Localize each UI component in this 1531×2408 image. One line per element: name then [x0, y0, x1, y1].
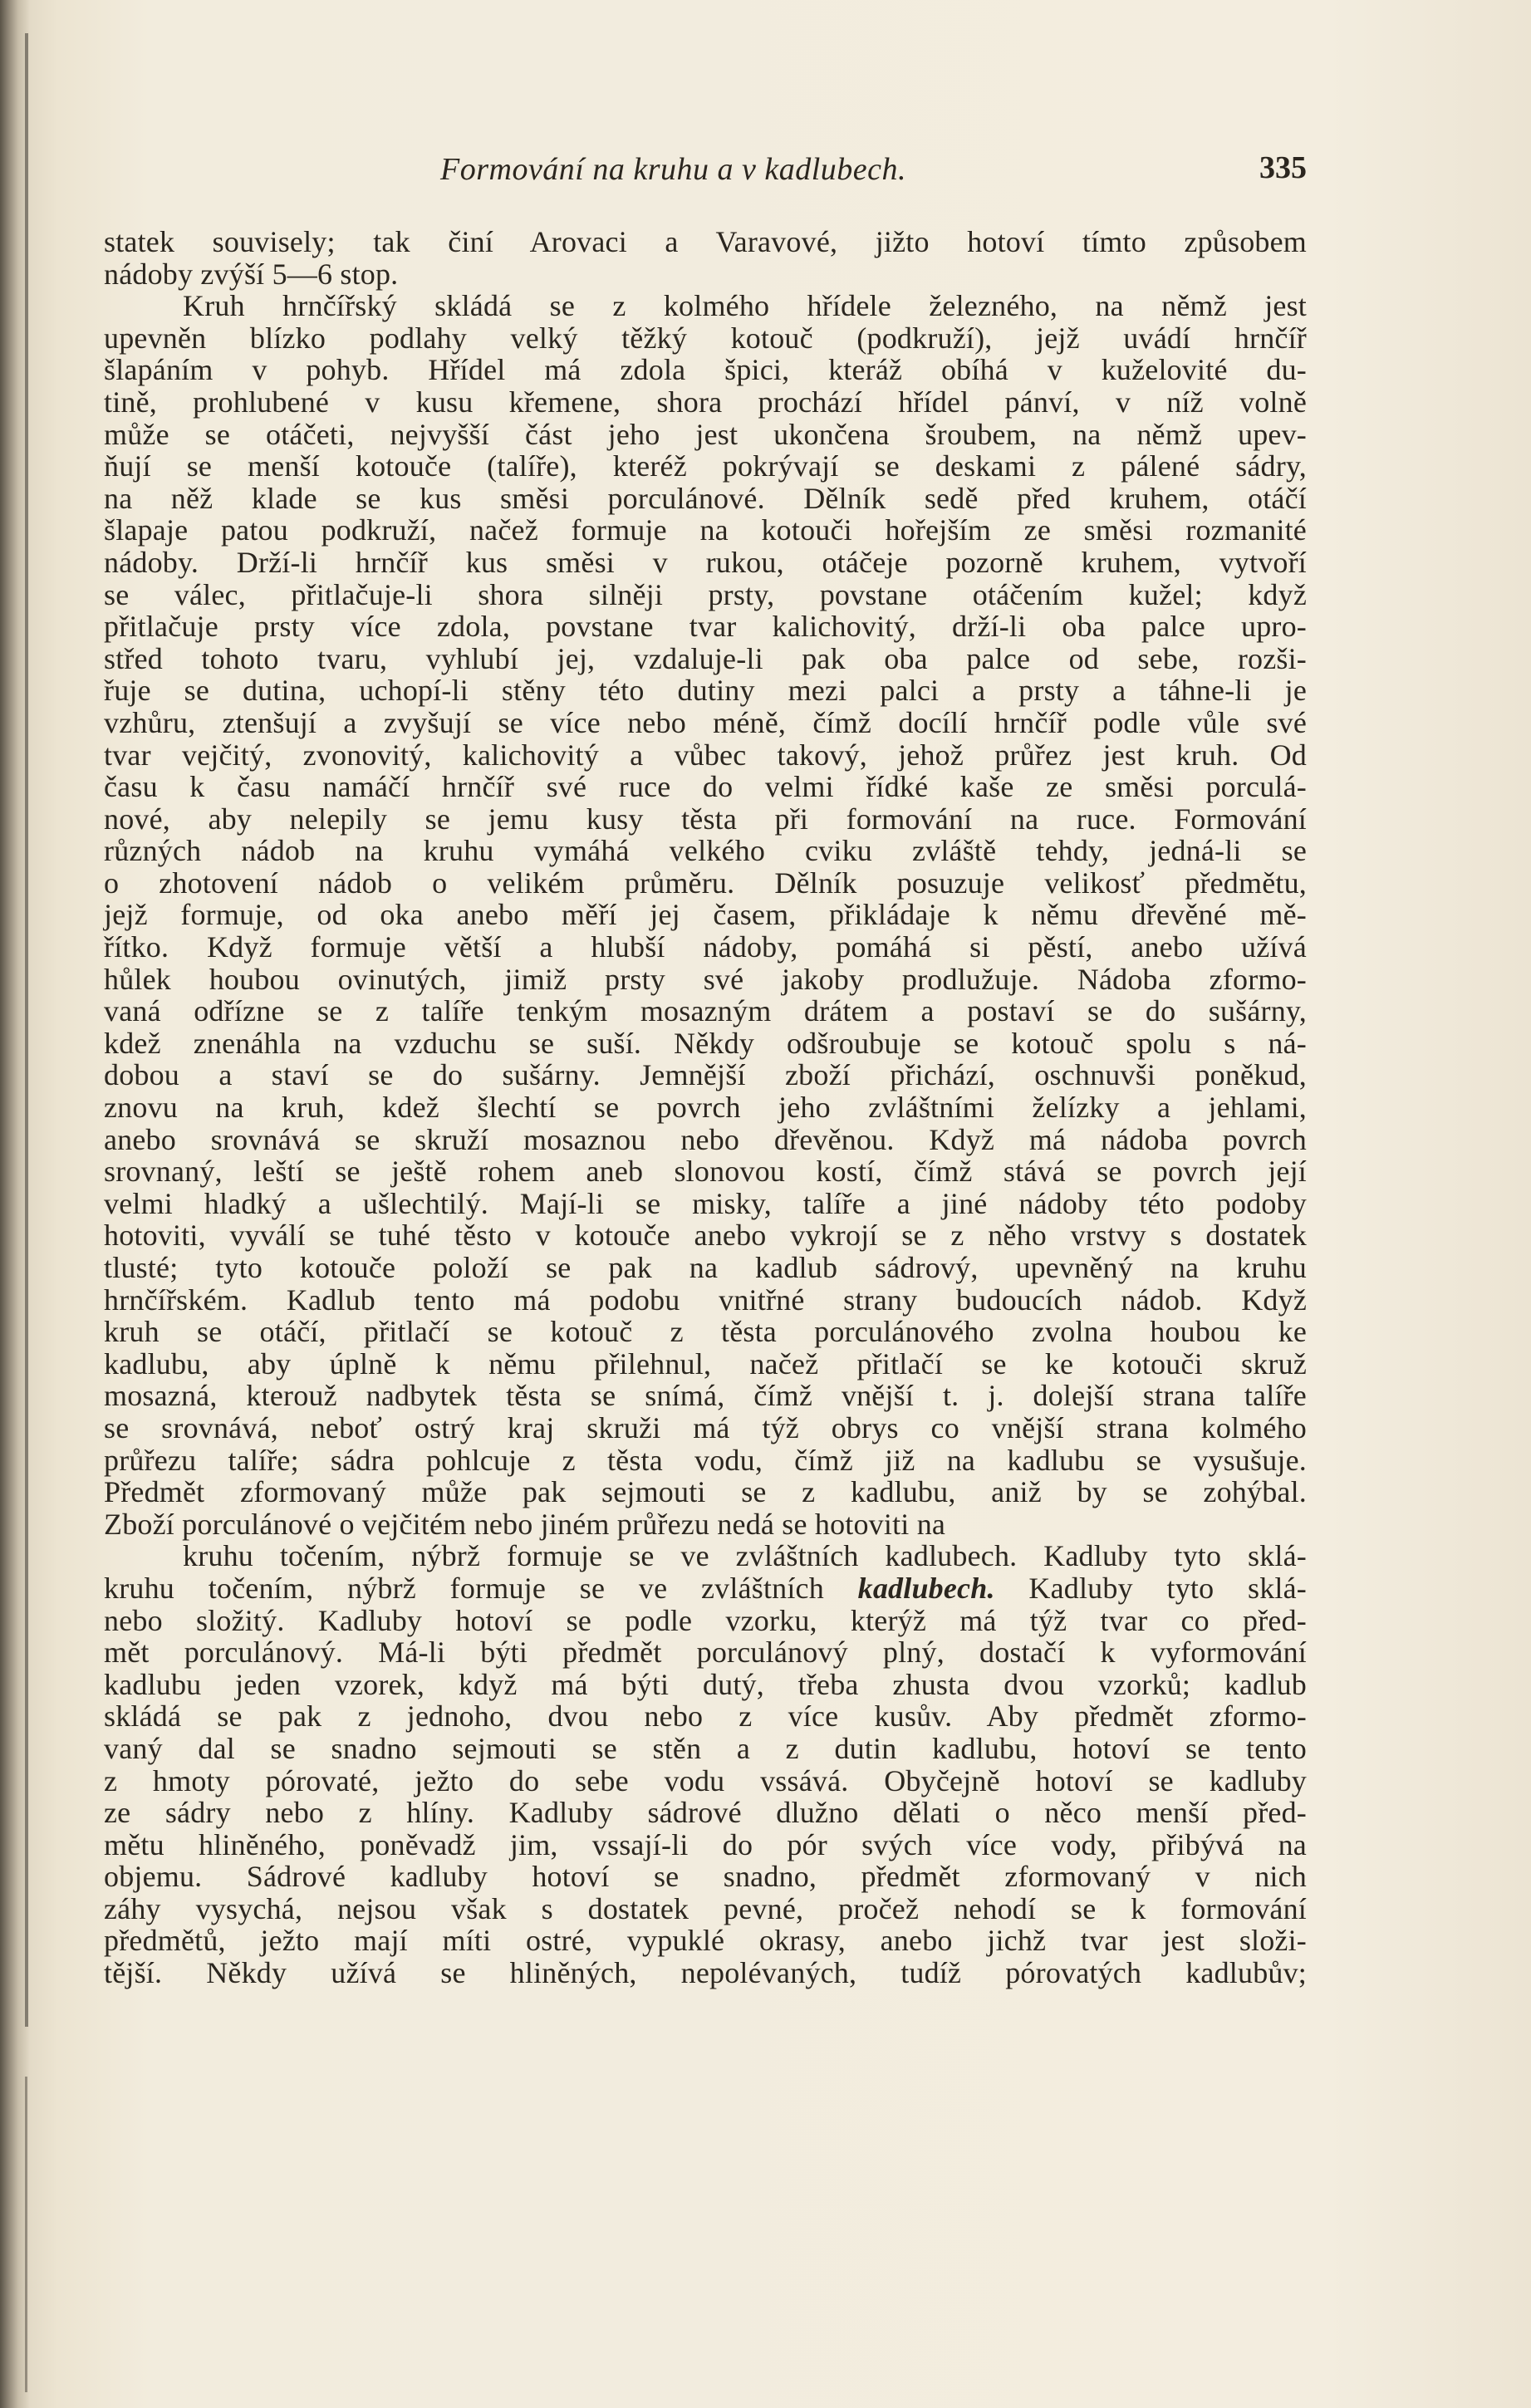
text-line: nebo složitý. Kadluby hotoví se podle vzorku, kterýž má týž tvar co před- — [104, 1603, 1307, 1637]
text-line: znovu na kruh, kdež šlechtí se povrch jeho zvláštními želízky a jehlami, — [104, 1091, 1307, 1125]
text-line: Předmět zformovaný může pak sejmouti se z kadlubu, aniž by se zohýbal. — [104, 1475, 1307, 1509]
text-line: tině, prohlubené v kusu křemene, shora prochází hřídel pánví, v níž volně — [104, 385, 1307, 419]
text-line: anebo srovnává se skruží mosaznou nebo dřevěnou. Když má nádoba povrch — [104, 1122, 1307, 1156]
text-line: Kruh hrnčířský skládá se z kolmého hřídele železného, na němž jest — [183, 289, 1307, 323]
text-line: Zboží porculánové o vejčitém nebo jiném průřezu nedá se hotoviti na — [104, 1507, 946, 1541]
text-line: se srovnává, neboť ostrý kraj skruži má týž obrys co vnější strana kolmého — [104, 1410, 1307, 1444]
text-line: kadlubu, aby úplně k němu přilehnul, načež přitlačí se ke kotouči skruž — [104, 1346, 1307, 1381]
text-line: velmi hladký a ušlechtilý. Mají-li se misky, talíře a jiné nádoby této podoby — [104, 1186, 1307, 1220]
text-line: kdež znenáhla na vzduchu se suší. Někdy odšroubuje se kotouč spolu s ná- — [104, 1026, 1307, 1060]
running-title: Formování na kruhu a v kadlubech. — [440, 152, 907, 187]
text-line: tlusté; tyto kotouče položí se pak na kadlub sádrový, upevněný na kruhu — [104, 1251, 1307, 1284]
text-line — [104, 1989, 1307, 2022]
italic-term: kadlubech. — [857, 1571, 995, 1605]
text-line: různých nádob na kruhu vymáhá velkého cviku zvláště tehdy, jedná-li se — [104, 834, 1307, 868]
text-line: mět porculánový. Má-li býti předmět porculánový plný, dostačí k vyformování — [104, 1636, 1307, 1670]
binding-line — [25, 33, 28, 2027]
running-head — [104, 151, 1307, 193]
text-line: statek souvisely; tak činí Arovaci a Varavové, jižto hotoví tímto způsobem — [104, 225, 1307, 258]
text-line: hůlek houbou ovinutých, jimiž prsty své jakoby prodlužuje. Nádoba zformo- — [104, 962, 1307, 996]
text-line: kruhu točením, nýbrž formuje se ve zvláštních kadlubech. Kadluby tyto sklá- — [183, 1539, 1307, 1573]
text-line: průřezu talíře; sádra pohlcuje z těsta vodu, čímž již na kadlubu se vysušuje. — [104, 1443, 1307, 1477]
text-line: jejž formuje, od oka anebo měří jej časem, přikládaje k němu dřevěné mě- — [104, 898, 1307, 932]
page-number: 335 — [1259, 150, 1307, 185]
text-line: přitlačuje prsty více zdola, povstane tvar kalichovitý, drží-li oba palce upro- — [104, 610, 1307, 644]
text-line: z hmoty pórovaté, ježto do sebe vodu vssává. Obyčejně hotoví se kadluby — [104, 1763, 1307, 1797]
text-line: nové, aby nelepily se jemu kusy těsta při formování na ruce. Formování — [104, 802, 1307, 836]
text-line: mětu hliněného, poněvadž jim, vssají-li do pór svých více vody, přibývá na — [104, 1827, 1307, 1861]
text-line: tější. Někdy užívá se hliněných, nepolévaných, tudíž pórovatých kadlubův; — [104, 1956, 1307, 1990]
text-line: může se otáčeti, nejvyšší část jeho jest ukončena šroubem, na němž upev- — [104, 417, 1307, 451]
text-line: dobou a staví se do sušárny. Jemnější zboží přichází, oschnuvši poněkud, — [104, 1058, 1307, 1092]
text-line: na něž klade se kus směsi porculánové. Dělník sedě před kruhem, otáčí — [104, 481, 1307, 515]
text-line: předmětů, ježto mají míti ostré, vypuklé okrasy, anebo jichž tvar jest složi- — [104, 1924, 1307, 1958]
text-line: kruh se otáčí, přitlačí se kotouč z těsta porculánového zvolna houbou ke — [104, 1315, 1307, 1349]
text-line-with-term — [104, 1572, 1307, 1605]
text-line: vaný dal se snadno sejmouti se stěn a z dutin kadlubu, hotoví se tento — [104, 1731, 1307, 1765]
text-line: skládá se pak z jednoho, dvou nebo z více kusův. Aby předmět zformo- — [104, 1699, 1307, 1734]
text-line: vzhůru, ztenšují a zvyšují se více nebo méně, čímž docílí hrnčíř podle vůle své — [104, 705, 1307, 739]
text-line: o zhotovení nádob o velikém průměru. Dělník posuzuje velikosť předmětu, — [104, 866, 1307, 900]
text-line: hrnčířském. Kadlub tento má podobu vnitřné strany budoucích nádob. Když — [104, 1282, 1307, 1317]
text-line: upevněn blízko podlahy velký těžký kotouč (podkruží), jejž uvádí hrnčíř — [104, 321, 1307, 355]
text-line: objemu. Sádrové kadluby hotoví se snadno, předmět zformovaný v nich — [104, 1860, 1307, 1894]
text-line: srovnaný, leští se ještě rohem aneb slonovou kostí, čímž stává se povrch její — [104, 1155, 1307, 1189]
text-line: ze sádry nebo z hlíny. Kadluby sádrové dlužno dělati o něco menší před- — [104, 1796, 1307, 1830]
text-line: nádoby. Drží-li hrnčíř kus směsi v rukou, otáčeje pozorně kruhem, vytvoří — [104, 545, 1307, 579]
binding-line-lower — [25, 2077, 27, 2392]
text-line: vaná odřízne se z talíře tenkým mosazným drátem a postaví se do sušárny, — [104, 994, 1307, 1028]
text-line: řuje se dutina, uchopí-li stěny této dutiny mezi palci a prsty a táhne-li je — [104, 674, 1307, 708]
text-line: střed tohoto tvaru, vyhlubí jej, vzdaluje-li pak oba palce od sebe, rozši- — [104, 641, 1307, 675]
text-line: mosazná, kterouž nadbytek těsta se snímá, čímž vnější t. j. dolejší strana talíře — [104, 1379, 1307, 1413]
text-line: šlapaje patou podkruží, načež formuje na kotouči hořejším ze směsi rozmanité — [104, 513, 1307, 547]
text-line: ňují se menší kotouče (talíře), kteréž pokrývají se deskami z pálené sádry, — [104, 449, 1307, 483]
text-line: se válec, přitlačuje-li shora silněji prsty, povstane otáčením kužel; když — [104, 577, 1307, 611]
text-line: času k času namáčí hrnčíř své ruce do velmi řídké kaše ze směsi porculá- — [104, 770, 1307, 804]
text-line: záhy vysychá, nejsou však s dostatek pevné, pročež nehodí se k formování — [104, 1891, 1307, 1925]
text-line: kadlubu jeden vzorek, když má býti dutý, třeba zhusta dvou vzorků; kadlub — [104, 1667, 1307, 1701]
text-line: šlapáním v pohyb. Hřídel má zdola špici, kteráž obíhá v kuželovité du- — [104, 353, 1307, 387]
text-line: hotoviti, vyválí se tuhé těsto v kotouče anebo vykrojí se z něho vrstvy s dostatek — [104, 1219, 1307, 1253]
text-line: tvar vejčitý, zvonovitý, kalichovitý a vůbec takový, jehož průřez jest kruh. Od — [104, 738, 1307, 772]
text-fragment: Kadluby tyto sklá- — [994, 1571, 1307, 1605]
text-line: řítko. Když formuje větší a hlubší nádoby, pomáhá si pěstí, anebo užívá — [104, 930, 1307, 964]
text-line: nádoby zvýší 5—6 stop. — [104, 257, 399, 291]
body-text — [104, 226, 1307, 2021]
text-fragment: kruhu točením, nýbrž formuje se ve zvláštních — [104, 1571, 858, 1605]
